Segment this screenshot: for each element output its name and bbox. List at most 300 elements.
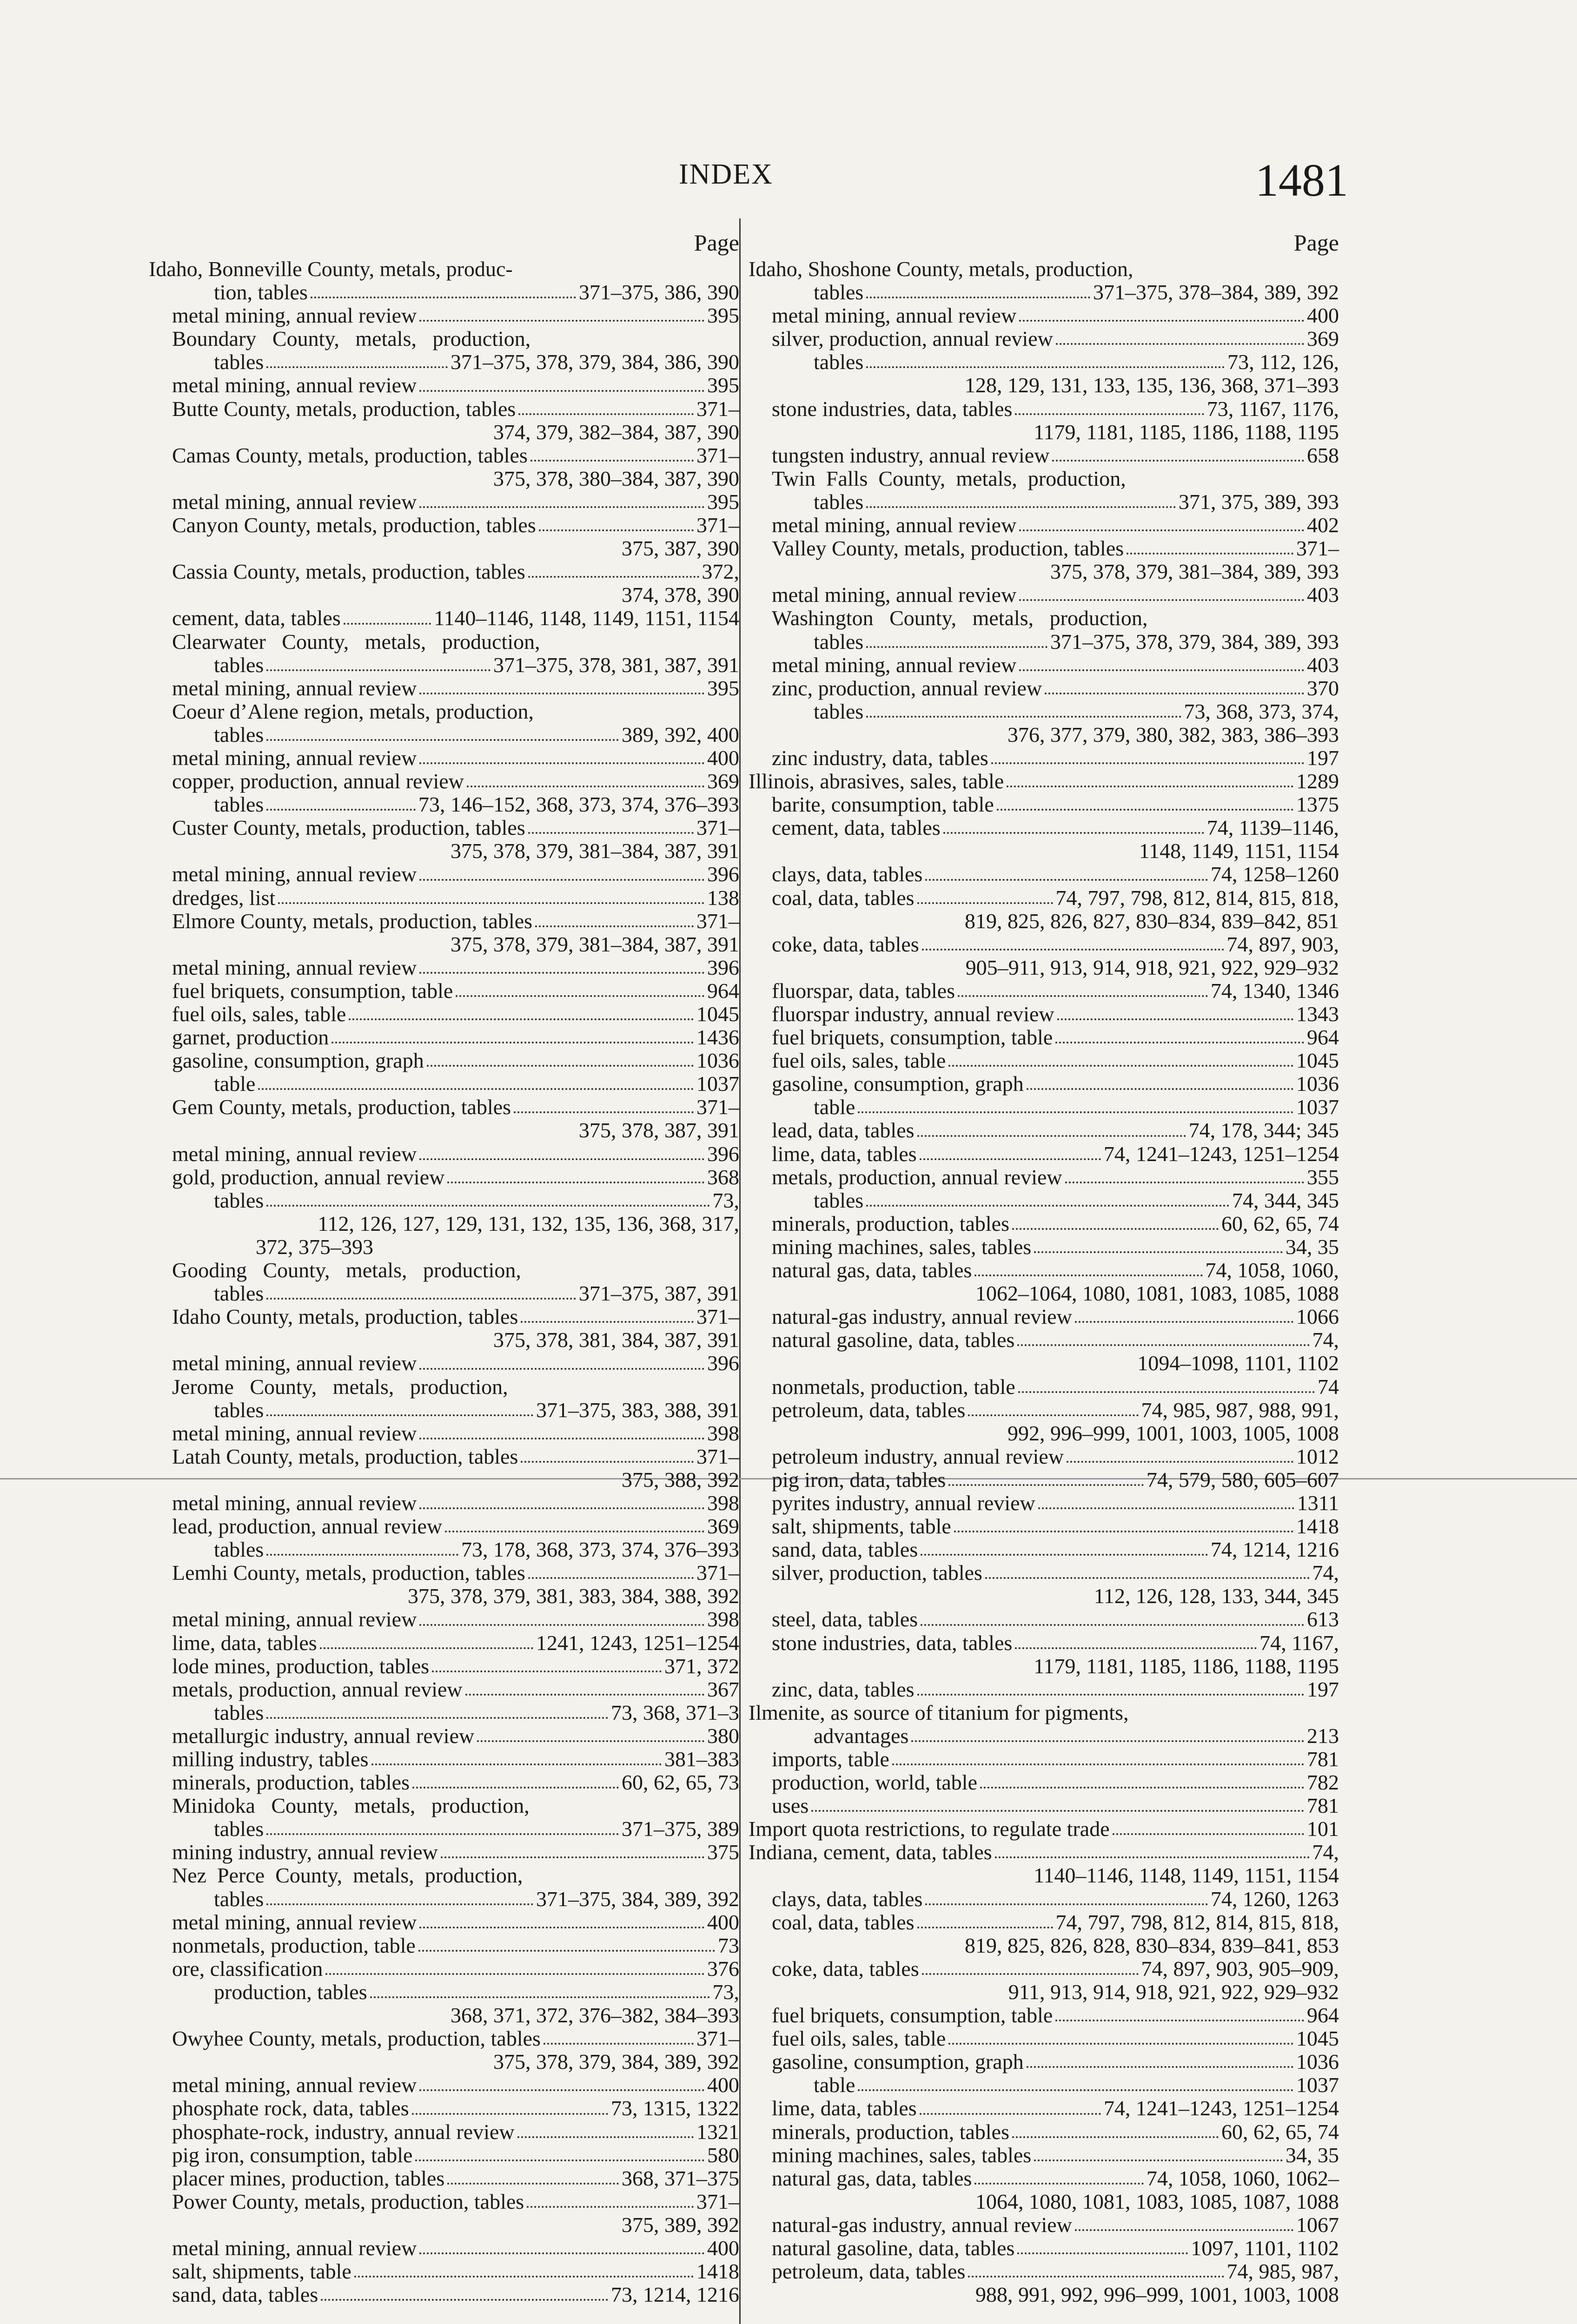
page-reference: 74, 1139–1146, xyxy=(1206,816,1339,840)
index-entry xyxy=(149,1794,739,1817)
index-entry xyxy=(749,2097,1339,2120)
page-reference: 371–375, 383, 388, 391 xyxy=(536,1398,739,1422)
page-reference: 60, 62, 65, 73 xyxy=(622,1770,739,1795)
index-entry-text: 112, 126, 127, 129, 131, 132, 135, 136, 368, 317, xyxy=(318,1211,739,1235)
dot-leader xyxy=(419,1142,704,1160)
index-entry-text: metal mining, annual review xyxy=(172,1491,417,1515)
index-entry xyxy=(149,1375,739,1399)
index-entry-text: petroleum industry, annual review xyxy=(772,1444,1064,1468)
index-entry-text: metal mining, annual review xyxy=(172,2073,417,2097)
index-entry xyxy=(749,2027,1339,2050)
dot-leader xyxy=(811,1794,1304,1812)
index-entry-text: minerals, production, tables xyxy=(172,1770,410,1795)
index-entry-text: natural-gas industry, annual review xyxy=(772,2212,1072,2237)
dot-leader xyxy=(266,1189,709,1207)
index-entry-text: 375, 378, 379, 384, 389, 392 xyxy=(493,2050,739,2074)
page-reference: 1036 xyxy=(696,1049,739,1073)
page-reference: 400 xyxy=(707,2236,739,2260)
page-header xyxy=(0,153,1577,209)
dot-leader xyxy=(1065,1166,1304,1183)
index-entry xyxy=(749,1515,1339,1538)
dot-leader xyxy=(1007,770,1293,787)
index-entry-text: petroleum, data, tables xyxy=(772,2259,966,2284)
index-entry xyxy=(149,979,739,1003)
index-entry-text: metal mining, annual review xyxy=(772,583,1017,607)
index-entry xyxy=(149,2144,739,2167)
index-entry xyxy=(749,1119,1339,1142)
dot-leader xyxy=(266,1817,619,1835)
page-reference: 74, 1260, 1263 xyxy=(1211,1887,1339,1911)
index-entry xyxy=(749,1096,1339,1119)
dot-leader xyxy=(922,933,1224,951)
index-entry-text: lead, production, annual review xyxy=(172,1514,443,1538)
dot-leader xyxy=(1126,537,1293,555)
index-entry xyxy=(749,1724,1339,1748)
index-entry xyxy=(149,863,739,886)
index-entry xyxy=(749,1328,1339,1352)
index-entry xyxy=(149,1445,739,1468)
index-entry-text: tables xyxy=(214,1700,264,1724)
dot-leader xyxy=(419,2073,704,2091)
dot-leader xyxy=(419,1492,704,1509)
index-entry xyxy=(749,2213,1339,2237)
dot-leader xyxy=(858,1096,1293,1113)
page-reference: 74, 797, 798, 812, 814, 815, 818, xyxy=(1055,1910,1339,1934)
page-reference: 1241, 1243, 1251–1254 xyxy=(536,1631,739,1655)
page-reference: 371–375, 386, 390 xyxy=(579,280,739,304)
page-reference: 396 xyxy=(707,1142,739,1166)
page-reference: 34, 35 xyxy=(1285,1235,1339,1259)
dot-leader xyxy=(1017,1328,1309,1346)
index-entry xyxy=(749,886,1339,910)
dot-leader xyxy=(1019,304,1304,322)
dot-leader xyxy=(1038,1492,1294,1509)
index-entry xyxy=(749,2167,1339,2190)
dot-leader xyxy=(1017,2237,1188,2254)
dot-leader xyxy=(991,746,1304,764)
index-entry-text: metal mining, annual review xyxy=(772,304,1017,328)
index-entry xyxy=(149,933,739,956)
page-reference: 781 xyxy=(1307,1794,1339,1818)
page-reference: 197 xyxy=(1307,746,1339,770)
dot-leader xyxy=(419,863,704,880)
index-entry xyxy=(149,2004,739,2027)
index-entry-text: Idaho, Bonneville County, metals, produc- xyxy=(149,257,513,281)
index-entry-text: Latah County, metals, production, tables xyxy=(172,1444,518,1468)
index-entry xyxy=(149,1352,739,1375)
index-entry-text: 375, 378, 387, 391 xyxy=(579,1118,739,1142)
index-entry xyxy=(749,2120,1339,2144)
page-reference: 375 xyxy=(707,1840,739,1864)
page-reference: 74, 985, 987, xyxy=(1226,2259,1339,2284)
index-entry-text: 992, 996–999, 1001, 1003, 1005, 1008 xyxy=(1007,1421,1339,1445)
index-entry xyxy=(749,1771,1339,1794)
dot-leader xyxy=(266,723,619,741)
dot-leader xyxy=(968,1399,1138,1416)
page-reference: 371–375, 384, 389, 392 xyxy=(536,1887,739,1911)
index-entry xyxy=(149,746,739,770)
page-reference: 73, 178, 368, 373, 374, 376–393 xyxy=(461,1538,739,1562)
page-reference: 73, xyxy=(712,1188,739,1212)
index-entry xyxy=(149,2027,739,2050)
index-entry xyxy=(749,1259,1339,1282)
index-entry xyxy=(149,490,739,514)
dot-leader xyxy=(266,793,416,811)
index-column-left xyxy=(149,228,739,2306)
index-entry-text: lead, data, tables xyxy=(772,1118,914,1142)
index-entry-text: 1140–1146, 1148, 1149, 1151, 1154 xyxy=(1034,1863,1339,1888)
index-entry-text: 819, 825, 826, 828, 830–834, 839–841, 853 xyxy=(965,1933,1339,1957)
index-entry xyxy=(149,1841,739,1864)
index-entry-text: uses xyxy=(772,1794,809,1818)
index-entry-text: tables xyxy=(214,722,264,746)
dot-leader xyxy=(325,1957,704,1975)
page-reference: 369 xyxy=(1307,327,1339,351)
dot-leader xyxy=(1113,1817,1304,1835)
page-reference: 1037 xyxy=(696,1072,739,1096)
dot-leader xyxy=(917,1678,1304,1696)
index-entry-text: 375, 378, 380–384, 387, 390 xyxy=(493,466,739,490)
index-entry xyxy=(749,1049,1339,1072)
dot-leader xyxy=(467,770,704,787)
dot-leader xyxy=(432,1655,662,1672)
index-entry-text: 911, 913, 914, 918, 921, 922, 929–932 xyxy=(1008,1980,1339,2004)
dot-leader xyxy=(311,281,576,298)
index-entry xyxy=(749,560,1339,583)
page-title: INDEX xyxy=(679,158,773,190)
index-entry-text: 375, 387, 390 xyxy=(622,536,739,561)
index-entry xyxy=(149,421,739,444)
index-entry-text: Power County, metals, production, tables xyxy=(172,2189,524,2213)
index-entry-text: cement, data, tables xyxy=(172,606,341,630)
page-reference: 371–375, 389 xyxy=(622,1817,739,1841)
dot-leader xyxy=(419,1352,704,1369)
index-entry xyxy=(149,1724,739,1748)
page-reference: 613 xyxy=(1307,1607,1339,1631)
index-entry-text: copper, production, annual review xyxy=(172,769,464,793)
index-entry-text: coke, data, tables xyxy=(772,1956,919,1981)
dot-leader xyxy=(535,910,694,927)
page-column-label: Page xyxy=(1293,230,1339,256)
index-entry xyxy=(149,1678,739,1701)
dot-leader xyxy=(321,2283,608,2301)
page-reference: 376 xyxy=(707,1956,739,1981)
index-entry xyxy=(149,257,739,281)
index-entry xyxy=(749,397,1339,421)
index-entry-text: Washington County, metals, production, xyxy=(772,606,1148,630)
index-entry xyxy=(749,2190,1339,2213)
index-entry-text: tables xyxy=(214,1281,264,1306)
dot-leader xyxy=(1015,1631,1257,1649)
page-reference: 658 xyxy=(1307,443,1339,467)
dot-leader xyxy=(371,1748,662,1765)
index-entry-text: phosphate-rock, industry, annual review xyxy=(172,2119,515,2144)
dot-leader xyxy=(1055,2004,1304,2021)
index-entry xyxy=(749,1026,1339,1049)
dot-leader xyxy=(1027,1072,1293,1090)
index-entry-text: 988, 991, 992, 996–999, 1001, 1003, 1008 xyxy=(975,2283,1339,2307)
index-entry xyxy=(749,537,1339,560)
page-reference: 73, 146–152, 368, 373, 374, 376–393 xyxy=(418,792,739,817)
index-entry xyxy=(149,1468,739,1492)
dot-leader xyxy=(866,630,1047,648)
index-entry-text: fuel briquets, consumption, table xyxy=(772,2003,1053,2027)
index-entry-text: ore, classification xyxy=(172,1956,323,1981)
dot-leader xyxy=(985,1561,1310,1579)
dot-leader xyxy=(921,1608,1304,1625)
index-entry xyxy=(149,793,739,816)
index-entry-text: metal mining, annual review xyxy=(172,1910,417,1934)
index-entry xyxy=(749,793,1339,816)
index-entry-text: Lemhi County, metals, production, tables xyxy=(172,1561,525,1585)
index-entry xyxy=(149,910,739,933)
index-entry-text: Custer County, metals, production, tables xyxy=(172,816,525,840)
page-reference: 402 xyxy=(1307,513,1339,537)
index-entry-text: barite, consumption, table xyxy=(772,792,994,817)
page-reference: 371– xyxy=(696,396,739,421)
page-reference: 74, xyxy=(1312,1840,1339,1864)
index-entry xyxy=(749,257,1339,281)
index-entry-text: Boundary County, metals, production, xyxy=(172,327,531,351)
index-entry xyxy=(749,444,1339,467)
index-entry-text: lime, data, tables xyxy=(772,2096,917,2120)
index-entry xyxy=(749,746,1339,770)
index-entry xyxy=(149,1049,739,1072)
dot-leader xyxy=(419,746,704,764)
page-reference: 197 xyxy=(1307,1677,1339,1701)
index-entry xyxy=(149,397,739,421)
dot-leader xyxy=(412,1771,619,1789)
index-entry xyxy=(749,863,1339,886)
index-entry-text: natural-gas industry, annual review xyxy=(772,1305,1072,1329)
index-entry-text: metal mining, annual review xyxy=(172,1142,417,1166)
dot-leader xyxy=(477,1724,704,1742)
index-entry-text: tables xyxy=(814,350,864,374)
page-reference: 74, 1058, 1060, xyxy=(1205,1258,1339,1282)
dot-leader xyxy=(370,1981,710,1998)
index-entry-text: dredges, list xyxy=(172,885,276,910)
index-entries-right xyxy=(749,257,1339,2306)
index-entry-text: milling industry, tables xyxy=(172,1747,369,1771)
page-reference: 371– xyxy=(696,1305,739,1329)
page-number: 1481 xyxy=(1255,154,1348,206)
dot-leader xyxy=(954,1515,1293,1532)
index-entry xyxy=(149,2167,739,2190)
page-reference: 398 xyxy=(707,1421,739,1445)
dot-leader xyxy=(1019,514,1304,531)
index-entry xyxy=(749,654,1339,677)
index-entry xyxy=(749,677,1339,700)
page-reference: 964 xyxy=(1307,1025,1339,1050)
page-reference: 74 xyxy=(1318,1374,1339,1399)
dot-leader xyxy=(917,1119,1186,1136)
index-entry-text: Idaho County, metals, production, tables xyxy=(172,1305,518,1329)
index-entry-text: Butte County, metals, production, tables xyxy=(172,396,516,421)
dot-leader xyxy=(921,1538,1208,1556)
dot-leader xyxy=(997,793,1293,811)
page-reference: 371– xyxy=(696,1095,739,1119)
index-entry-text: imports, table xyxy=(772,1747,889,1771)
page-reference: 381–383 xyxy=(664,1747,739,1771)
index-entry-text: Twin Falls County, metals, production, xyxy=(772,466,1126,490)
index-entry xyxy=(149,1655,739,1678)
index-entry-text: minerals, production, tables xyxy=(772,2119,1009,2144)
dot-leader xyxy=(866,700,1181,718)
index-entry xyxy=(749,1422,1339,1445)
index-entry xyxy=(749,490,1339,514)
index-entry-text: tables xyxy=(214,350,264,374)
index-entry-text: table xyxy=(214,1072,256,1096)
page-reference: 74, xyxy=(1312,1561,1339,1585)
index-entry-text: 1062–1064, 1080, 1081, 1083, 1085, 1088 xyxy=(975,1281,1339,1306)
dot-leader xyxy=(418,1934,715,1952)
page-reference: 74, 579, 580, 605–607 xyxy=(1146,1467,1339,1492)
dot-leader xyxy=(866,1189,1229,1207)
page-reference: 782 xyxy=(1307,1770,1339,1795)
index-entry-text: advantages xyxy=(814,1723,909,1748)
index-entry xyxy=(749,723,1339,746)
index-entry-text: Coeur d’Alene region, metals, production, xyxy=(172,699,534,723)
index-entry-text: gold, production, annual review xyxy=(172,1165,445,1189)
page-reference: 60, 62, 65, 74 xyxy=(1221,2119,1339,2144)
page-reference: 74, 897, 903, xyxy=(1226,932,1339,956)
dot-leader xyxy=(1027,2050,1293,2068)
dot-leader xyxy=(521,1305,694,1323)
index-entry xyxy=(149,1864,739,1887)
index-entry-text: tables xyxy=(814,699,864,723)
page-reference: 1321 xyxy=(696,2119,739,2144)
index-entry xyxy=(149,1701,739,1724)
dot-leader xyxy=(447,1166,704,1183)
index-entry xyxy=(149,839,739,863)
index-entry-text: nonmetals, production, table xyxy=(172,1933,416,1957)
index-entry-text: garnet, production xyxy=(172,1025,329,1050)
dot-leader xyxy=(948,2027,1293,2045)
index-entry xyxy=(749,1841,1339,1864)
dot-leader xyxy=(543,2027,694,2045)
page-reference: 398 xyxy=(707,1491,739,1515)
index-entry xyxy=(149,1538,739,1561)
index-entry xyxy=(749,816,1339,839)
dot-leader xyxy=(331,1026,694,1043)
index-entry xyxy=(749,350,1339,374)
index-entry-text: 374, 378, 390 xyxy=(622,583,739,607)
page-reference: 1012 xyxy=(1296,1444,1339,1468)
column-divider xyxy=(739,218,741,2324)
index-entry-text: silver, production, annual review xyxy=(772,327,1053,351)
index-entry xyxy=(749,1305,1339,1328)
dot-leader xyxy=(1015,397,1204,415)
page-reference: 400 xyxy=(707,1910,739,1934)
index-entry-text: nonmetals, production, table xyxy=(772,1374,1015,1399)
index-entry-text: 819, 825, 826, 827, 830–834, 839–842, 851 xyxy=(965,909,1339,933)
index-entry xyxy=(749,1608,1339,1631)
index-entry-text: fuel oils, sales, table xyxy=(172,1002,346,1026)
dot-leader xyxy=(445,1515,704,1532)
dot-leader xyxy=(858,2073,1293,2091)
dot-leader xyxy=(528,560,699,578)
index-entry xyxy=(149,1212,739,1235)
index-entry xyxy=(149,1235,739,1259)
index-entry xyxy=(149,2213,739,2237)
index-entry xyxy=(149,514,739,537)
index-entry xyxy=(149,2190,739,2213)
index-entry xyxy=(749,839,1339,863)
page-reference: 74, 344, 345 xyxy=(1232,1188,1339,1212)
index-entry xyxy=(749,2144,1339,2167)
index-entry-text: stone industries, data, tables xyxy=(772,396,1013,421)
dot-leader xyxy=(528,816,694,834)
index-entry xyxy=(149,327,739,350)
index-entry-text: clays, data, tables xyxy=(772,862,923,886)
page-reference: 400 xyxy=(707,2073,739,2097)
dot-leader xyxy=(266,1538,458,1556)
index-entry xyxy=(749,1794,1339,1817)
page-reference: 1418 xyxy=(696,2259,739,2284)
index-entry xyxy=(749,1817,1339,1841)
dot-leader xyxy=(266,1282,576,1300)
dot-leader xyxy=(447,2167,619,2185)
index-entry-text: fuel oils, sales, table xyxy=(772,1049,946,1073)
dot-leader xyxy=(419,956,704,974)
page-reference: 74, 1167, xyxy=(1259,1631,1339,1655)
index-entry-text: 375, 388, 392 xyxy=(622,1467,739,1492)
index-entry-text: Owyhee County, metals, production, tables xyxy=(172,2027,541,2051)
page-reference: 371– xyxy=(696,443,739,467)
dot-leader xyxy=(948,1049,1293,1067)
index-entry xyxy=(149,2097,739,2120)
page-reference: 580 xyxy=(707,2143,739,2167)
index-entry-text: Illinois, abrasives, sales, table xyxy=(749,769,1004,793)
dot-leader xyxy=(266,1888,533,1905)
index-entry-text: Gooding County, metals, production, xyxy=(172,1258,521,1282)
index-entry-text: tungsten industry, annual review xyxy=(772,443,1050,467)
dot-leader xyxy=(948,1468,1144,1486)
index-entry-text: Jerome County, metals, production, xyxy=(172,1374,508,1399)
dot-leader xyxy=(539,514,694,531)
index-entry-text: 375, 389, 392 xyxy=(622,2212,739,2237)
page-reference: 400 xyxy=(707,746,739,770)
index-column-right xyxy=(749,228,1339,2306)
index-entry-text: natural gasoline, data, tables xyxy=(772,2236,1015,2260)
index-entry-text: tables xyxy=(814,489,864,514)
index-entry-text: metals, production, annual review xyxy=(172,1677,463,1701)
index-entry-text: 1179, 1181, 1185, 1186, 1188, 1195 xyxy=(1034,420,1339,444)
page-reference: 395 xyxy=(707,489,739,514)
dot-leader xyxy=(415,2144,704,2161)
index-entry-text: Valley County, metals, production, tables xyxy=(772,536,1124,561)
dot-leader xyxy=(866,350,1225,368)
page-reference: 1045 xyxy=(1296,2027,1339,2051)
page-reference: 1036 xyxy=(1296,2050,1339,2074)
page-reference: 389, 392, 400 xyxy=(622,722,739,746)
dot-leader xyxy=(1019,654,1304,671)
dot-leader xyxy=(892,1748,1304,1765)
dot-leader xyxy=(911,1724,1304,1742)
page-reference: 369 xyxy=(707,1514,739,1538)
index-entry xyxy=(749,583,1339,607)
dot-leader xyxy=(1057,1003,1293,1020)
page-reference: 73, 112, 126, xyxy=(1227,350,1339,374)
page-reference: 371–375, 378–384, 389, 392 xyxy=(1093,280,1339,304)
index-entry xyxy=(749,1981,1339,2004)
index-entry xyxy=(749,327,1339,350)
index-entry-text: 375, 378, 379, 381–384, 387, 391 xyxy=(451,839,739,863)
index-entry-text: gasoline, consumption, graph xyxy=(172,1049,424,1073)
index-entry xyxy=(149,1631,739,1655)
index-entry xyxy=(749,1072,1339,1096)
page-reference: 396 xyxy=(707,862,739,886)
